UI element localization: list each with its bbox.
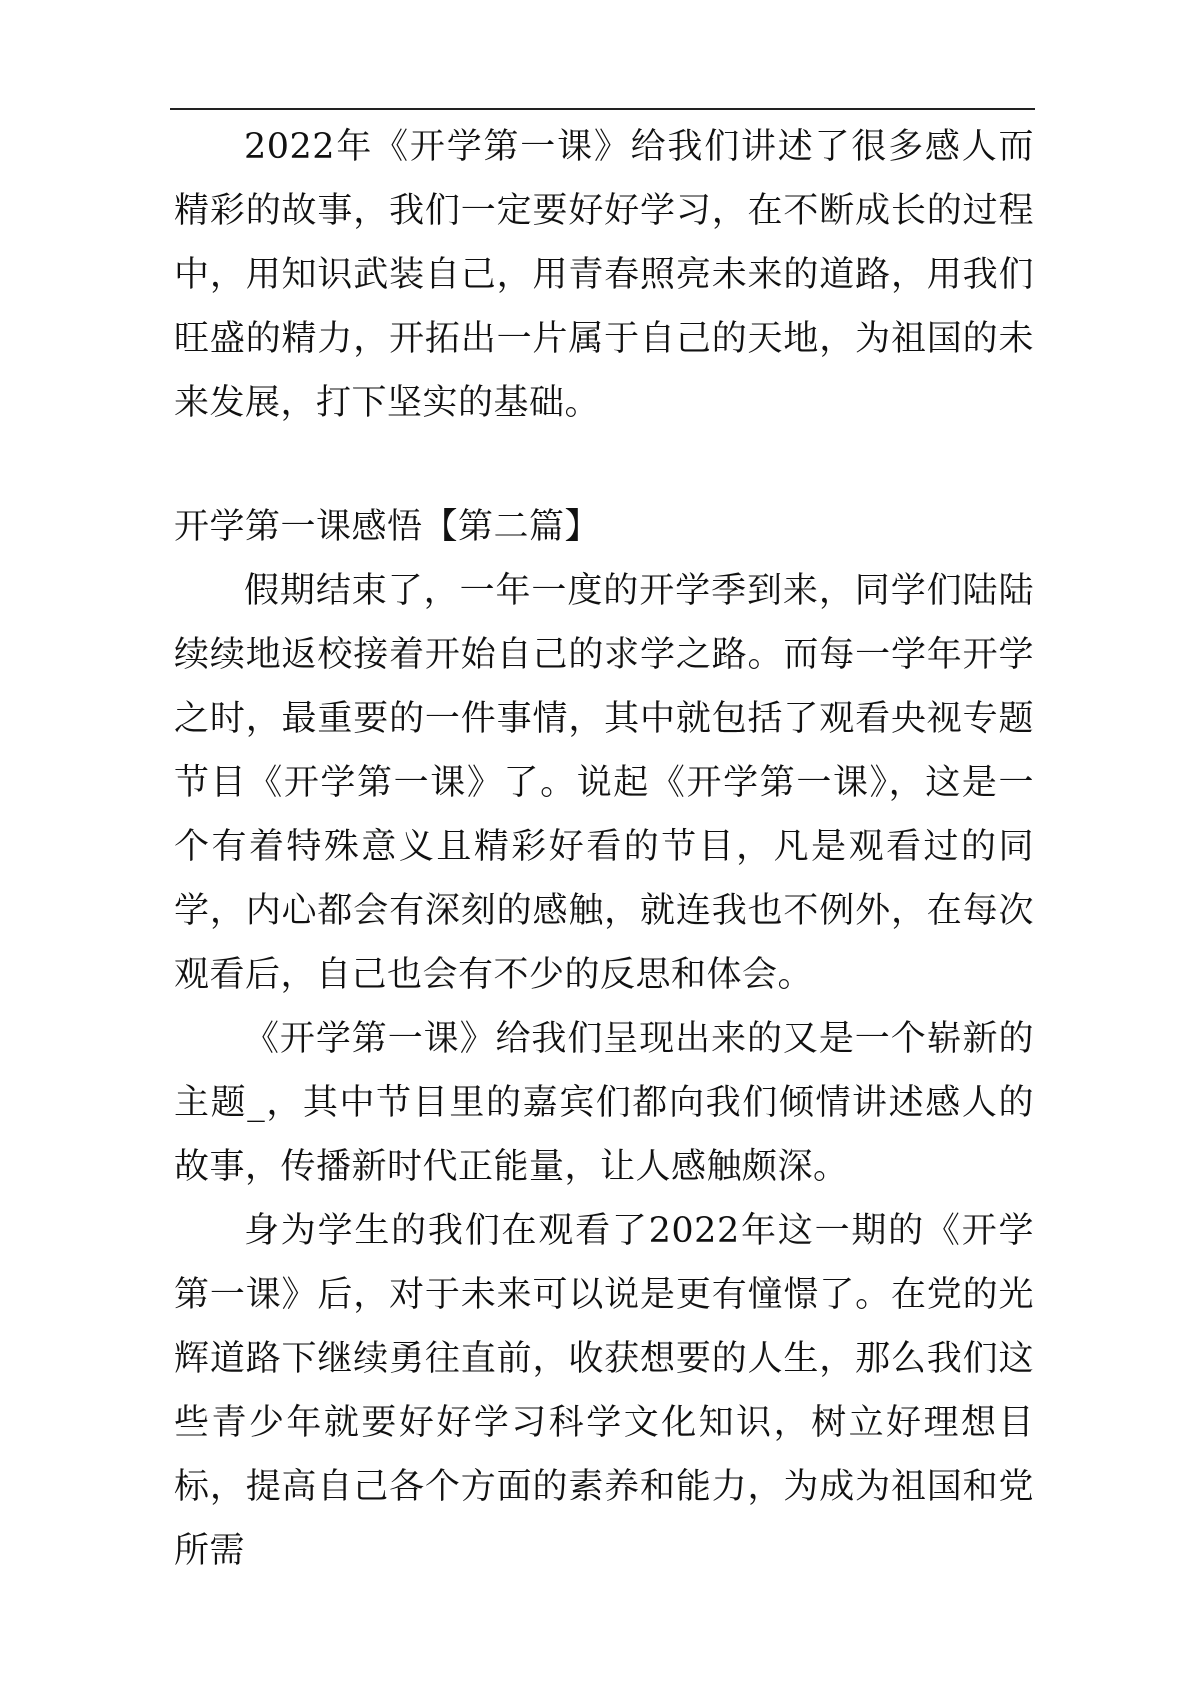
header-rule	[170, 108, 1035, 110]
body-paragraph-3: 身为学生的我们在观看了2022年这一期的《开学第一课》后，对于未来可以说是更有憧憬了。在党的光辉道路下继续勇往直前，收获想要的人生，那么我们这些青少年就要好好学习科学文化知识，树立好理想目标，提高自己各个方面的素养和能力，为成为祖国和党所需	[174, 1211, 1034, 1571]
intro-paragraph: 2022年《开学第一课》给我们讲述了很多感人而精彩的故事，我们一定要好好学习，在不断成长的过程中，用知识武装自己，用青春照亮未来的道路，用我们旺盛的精力，开拓出一片属于自己的天地，为祖国的未来发展，打下坚实的基础。	[174, 127, 1034, 423]
document-body	[174, 115, 1034, 1583]
body-paragraph-1: 假期结束了，一年一度的开学季到来，同学们陆陆续续地返校接着开始自己的求学之路。而每一学年开学之时，最重要的一件事情，其中就包括了观看央视专题节目《开学第一课》了。说起《开学第一课》，这是一个有着特殊意义且精彩好看的节目，凡是观看过的同学，内心都会有深刻的感触，就连我也不例外，在每次观看后，自己也会有不少的反思和体会。	[174, 571, 1034, 995]
body-paragraph-2: 《开学第一课》给我们呈现出来的又是一个崭新的主题_，其中节目里的嘉宾们都向我们倾情讲述感人的故事，传播新时代正能量，让人感触颇深。	[174, 1019, 1034, 1187]
section-heading: 开学第一课感悟【第二篇】	[174, 507, 601, 547]
